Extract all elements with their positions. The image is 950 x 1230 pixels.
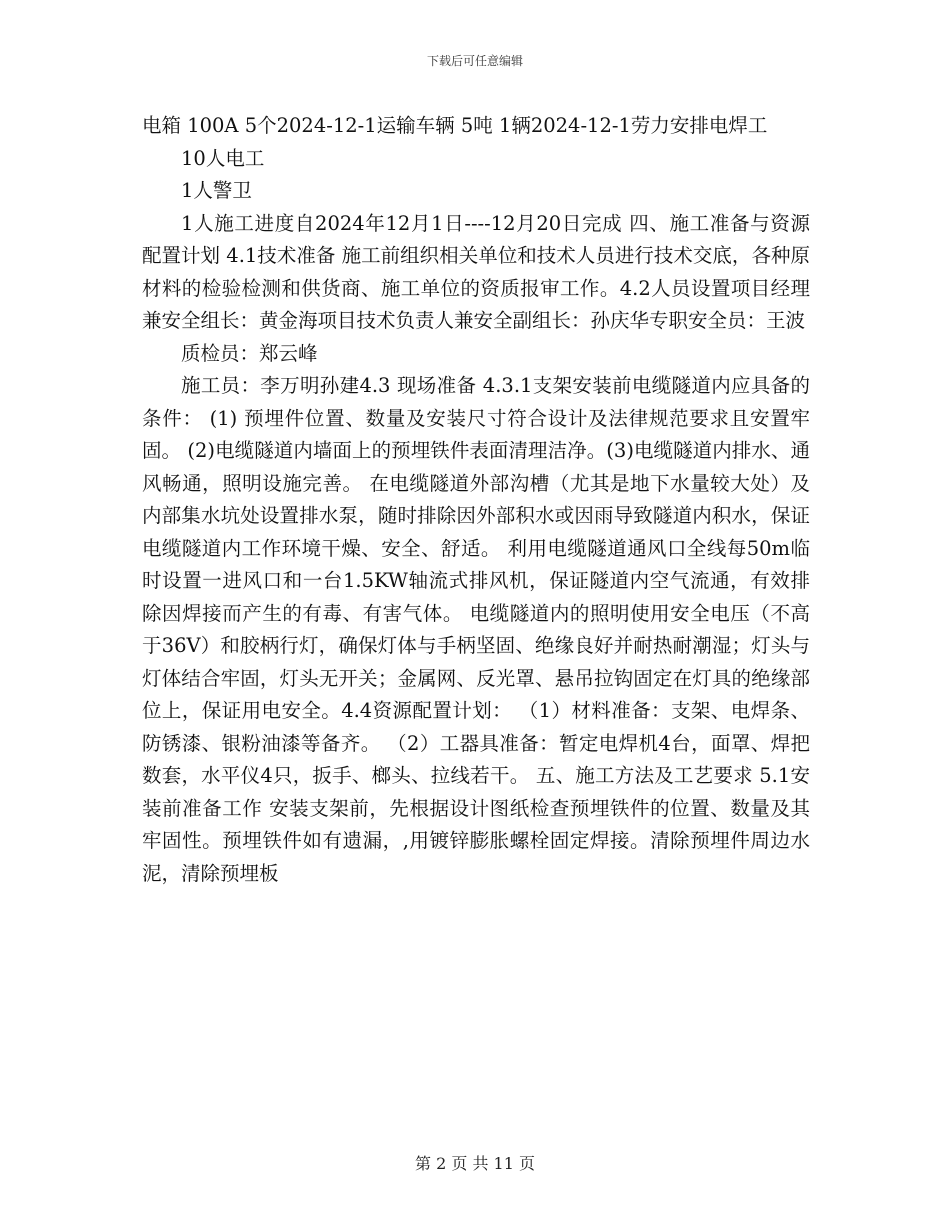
paragraph-2: 10人电工 [181, 146, 265, 170]
page-footer [0, 1153, 950, 1175]
paragraph-3: 1人警卫 [181, 179, 252, 202]
paragraph-4: 1人施工进度自2024年12月1日----12月20日完成 四、施工准备与资源配置计划 4.1技术准备 施工前组织相关单位和技术人员进行技术交底，各种原材料的检验检测和供货商、施工单位的资质报审工作。4.2人员设置项目经理兼安全组长：黄金海项目技术负责人兼安全副组长：孙庆华专职安全员：王波 [142, 211, 810, 332]
paragraph-6: 施工员：李万明孙建4.3 现场准备 4.3.1支架安装前电缆隧道内应具备的条件： (1) 预埋件位置、数量及安装尺寸符合设计及法律规范要求且安置牢固。 (2)电缆隧道内墙面上的预埋铁件表面清理洁净。(3)电缆隧道内排水、通风畅通，照明设施完善。 在电缆隧道外部沟槽（尤其是地下水量较大处）及内部集水坑处设置排水泵，随时排除因外部积水或因雨导致隧道内积水，保证电缆隧道内工作环境干燥、安全、舒适。 利用电缆隧道通风口全线每50m临时设置一进风口和一台1.5KW轴流式排风机，保证隧道内空气流通，有效排除因焊接而产生的有毒、有害气体。 电缆隧道内的照明使用安全电压（不高于36V）和胶柄行灯，确保灯体与手柄坚固、绝缘良好并耐热耐潮湿；灯头与灯体结合牢固，灯头无开关；金属网、反光罩、悬吊拉钩固定在灯具的绝缘部位上，保证用电安全。4.4资源配置计划： （1）材料准备：支架、电焊条、防锈漆、银粉油漆等备齐。 （2）工器具准备：暂定电焊机4台，面罩、焊把数套，水平仪4只，扳手、榔头、拉线若干。 五、施工方法及工艺要求 5.1安装前准备工作 安装支架前，先根据设计图纸检查预埋铁件的位置、数量及其牢固性。预埋铁件如有遗漏，,用镀锌膨胀螺栓固定焊接。清除预埋件周边水泥，清除预埋板 [142, 374, 810, 885]
page-number: 第 2 页 共 11 页 [415, 1154, 535, 1173]
paragraph-5: 质检员：郑云峰 [181, 341, 318, 365]
paragraph-1: 电箱 100A 5个2024-12-1运输车辆 5吨 1辆2024-12-1劳力安排电焊工 [142, 114, 768, 137]
header-note: 下载后可任意编辑 [426, 54, 523, 68]
page-header [0, 53, 950, 69]
document-body [142, 110, 810, 890]
